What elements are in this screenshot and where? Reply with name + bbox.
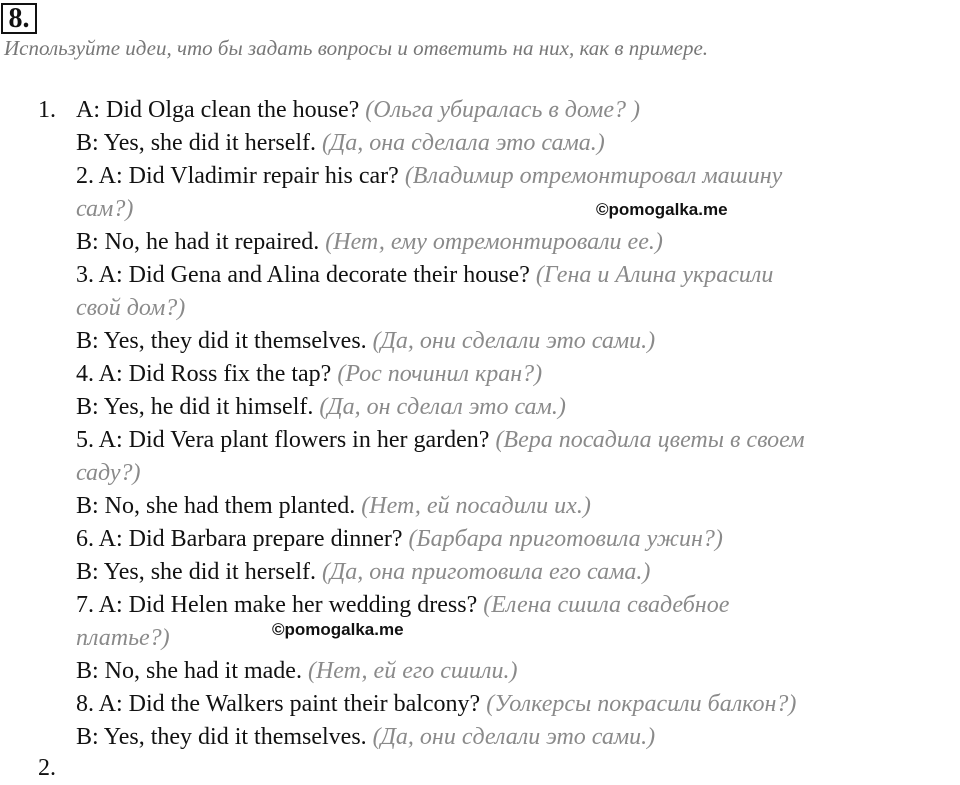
russian-translation: платье?) <box>76 625 170 651</box>
dialogue-line <box>76 325 655 358</box>
dialogue-line <box>76 457 141 490</box>
english-text: B: Yes, they did it themselves. <box>76 328 367 354</box>
dialogue-line <box>76 292 185 325</box>
russian-translation: сам?) <box>76 196 134 222</box>
english-text: B: Yes, she did it herself. <box>76 559 316 585</box>
english-text: B: Yes, they did it themselves. <box>76 724 367 750</box>
english-text: 3. A: Did Gena and Alina decorate their house? <box>76 262 530 288</box>
dialogue-line <box>76 193 133 226</box>
russian-translation: (Вера посадила цветы в своем <box>495 427 805 453</box>
russian-translation: (Да, она приготовила его сама.) <box>322 559 651 585</box>
english-text: B: Yes, she did it herself. <box>76 130 316 156</box>
russian-translation: (Барбара приготовила ужин?) <box>408 526 723 552</box>
dialogue-line <box>76 358 542 391</box>
russian-translation: (Нет, ему отремонтировали ее.) <box>325 229 663 255</box>
dialogue-line <box>76 424 805 457</box>
dialogue-line <box>76 490 591 523</box>
english-text: 7. A: Did Helen make her wedding dress? <box>76 592 478 618</box>
english-text: B: No, she had it made. <box>76 658 302 684</box>
russian-translation: саду?) <box>76 460 141 486</box>
dialogue-line <box>76 160 782 193</box>
dialogue-line <box>76 259 773 292</box>
dialogue-line <box>76 721 655 754</box>
english-text: 2. A: Did Vladimir repair his car? <box>76 163 399 189</box>
english-text: 8. A: Did the Walkers paint their balcony? <box>76 691 481 717</box>
english-text: A: Did Olga clean the house? <box>76 97 360 123</box>
russian-translation: (Да, они сделали это сами.) <box>372 328 656 354</box>
watermark: ©pomogalka.me <box>272 620 404 639</box>
dialogue-line <box>76 655 517 688</box>
russian-translation: (Гена и Алина украсили <box>535 262 774 288</box>
english-text: B: No, he had it repaired. <box>76 229 320 255</box>
dialogue-line <box>76 391 566 424</box>
english-text: 6. A: Did Barbara prepare dinner? <box>76 526 403 552</box>
dialogue-line <box>76 688 796 721</box>
russian-translation: (Нет, ей его сшили.) <box>307 658 518 684</box>
exercise-number: 8. <box>1 3 37 34</box>
list-marker-1: 1. <box>38 97 56 123</box>
russian-translation: (Рос починил кран?) <box>337 361 543 387</box>
russian-translation: (Ольга убиралась в доме? ) <box>365 97 640 123</box>
dialogue-line <box>76 523 723 556</box>
russian-translation: (Нет, ей посадили их.) <box>361 493 591 519</box>
dialogue-line <box>76 556 650 589</box>
list-marker-2: 2. <box>38 755 56 781</box>
russian-translation: (Елена сшила свадебное <box>483 592 730 618</box>
dialogue-line <box>76 589 729 622</box>
english-text: B: Yes, he did it himself. <box>76 394 314 420</box>
russian-translation: (Уолкерсы покрасили балкон?) <box>486 691 797 717</box>
exercise-instruction: Используйте идеи, что бы задать вопросы и ответить на них, как в примере. <box>4 36 709 60</box>
russian-translation: (Да, они сделали это сами.) <box>372 724 656 750</box>
dialogue-line <box>76 226 663 259</box>
english-text: 4. A: Did Ross fix the tap? <box>76 361 332 387</box>
english-text: 5. A: Did Vera plant flowers in her garden? <box>76 427 490 453</box>
dialogue-line <box>76 127 605 160</box>
dialogue-line <box>76 622 170 655</box>
russian-translation: (Да, она сделала это сама.) <box>322 130 605 156</box>
english-text: B: No, she had them planted. <box>76 493 356 519</box>
watermark: ©pomogalka.me <box>596 200 728 219</box>
russian-translation: свой дом?) <box>76 295 186 321</box>
dialogue-line <box>76 94 640 127</box>
russian-translation: (Владимир отремонтировал машину <box>404 163 783 189</box>
russian-translation: (Да, он сделал это сам.) <box>319 394 566 420</box>
